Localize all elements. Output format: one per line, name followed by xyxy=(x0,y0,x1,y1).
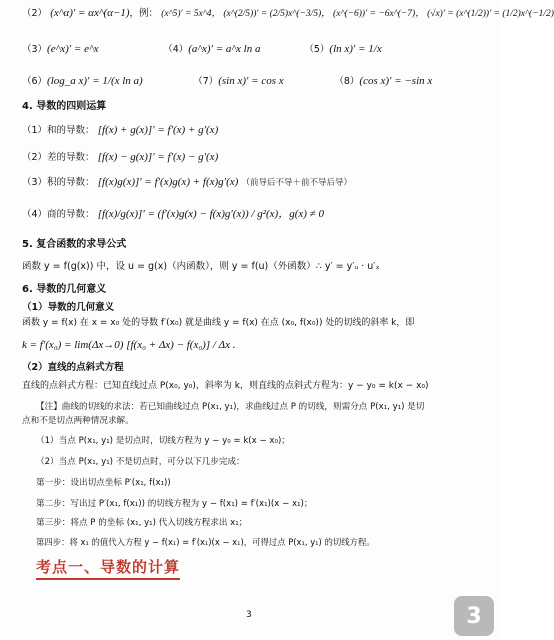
rule-label: （2） xyxy=(22,8,48,19)
rule-formula: [f(x)g(x)]′ = f′(x)g(x) + f(x)g′(x) xyxy=(97,176,239,188)
rule-label: （3）积的导数： xyxy=(22,177,95,188)
rule-note: （前导后不导＋前不导后导） xyxy=(241,178,352,188)
derivative-rules-6-8 xyxy=(22,74,450,89)
rule-formula: (sin x)′ = cos x xyxy=(218,75,284,87)
section-6-title: 6. 导数的几何意义 xyxy=(22,284,107,295)
chain-rule-text: 函数 y = f(g(x)) 中，设 u = g(x)（内函数），则 y = f(u)（外函数）∴ y′ = y′ᵤ · u′ₓ xyxy=(22,261,380,272)
step-3: 第三步：将点 P 的坐标 (x₁, y₁) 代入切线方程求出 x₁； xyxy=(36,518,248,528)
step-4: 第四步：将 x₁ 的值代入方程 y − f(x₁) = f′(x₁)(x − x₁)，可得过点 P(x₁, y₁) 的切线方程。 xyxy=(36,537,375,547)
rule-formula: (ln x)′ = 1/x xyxy=(329,43,382,55)
derivative-rule-2 xyxy=(22,6,554,21)
rule-item xyxy=(334,74,432,89)
rule-formula: (a^x)′ = a^x ln a xyxy=(188,43,261,55)
rule-formula: [f(x) + g(x)]′ = f′(x) + g′(x) xyxy=(97,124,219,136)
rule-label: （4）商的导数： xyxy=(22,209,95,220)
step-2: 第二步：写出过 P′(x₁, f(x₁)) 的切线方程为 y − f(x₁) = f′(x₁)(x − x₁)； xyxy=(36,499,313,509)
sum-rule xyxy=(22,123,218,138)
subsection-geometric-meaning: （1）导数的几何意义 xyxy=(22,302,115,313)
rule-item xyxy=(22,74,172,89)
rule-label: （2）差的导数： xyxy=(22,152,95,163)
tangent-note-line-2: 点和不是切点两种情况求解。 xyxy=(22,416,134,426)
rule-formula: [f(x) − g(x)]′ = f′(x) − g′(x) xyxy=(97,151,219,163)
rule-label: （4） xyxy=(163,44,189,55)
case-2: （2）当点 P(x₁, y₁) 不是切点时，可分以下几步完成： xyxy=(36,457,245,467)
page-number: 3 xyxy=(246,610,252,620)
rule-label: （8） xyxy=(334,76,360,87)
rule-label: （6） xyxy=(22,76,48,87)
rule-label: （3） xyxy=(22,44,48,55)
derivative-rules-3-5 xyxy=(22,42,400,57)
section-4-title: 4. 导数的四则运算 xyxy=(22,101,107,112)
rule-label: （1）和的导数： xyxy=(22,125,95,136)
rule-formula: (x^α)′ = αx^(α−1) xyxy=(50,7,130,19)
difference-rule xyxy=(22,150,218,165)
rule-formula: (log_a x)′ = 1/(x ln a) xyxy=(47,75,143,87)
rule-item xyxy=(304,42,381,57)
rule-formula: (cos x)′ = −sin x xyxy=(359,75,433,87)
exam-point-heading: 考点一、导数的计算 xyxy=(36,556,180,580)
rule-label: （5） xyxy=(304,44,330,55)
example-label: ，例： xyxy=(129,8,159,19)
rule-examples: (x^5)′ = 5x^4， (x^(2/5))′ = (2/5)x^(−3/5)， (x^(−6))′ = −6x^(−7)， (√x)′ = (x^(1/2))′ = (1/2)x^(−1/2) xyxy=(161,9,554,19)
page-badge: 3 xyxy=(454,596,494,636)
geometric-meaning-text: 函数 y = f(x) 在 x = x₀ 处的导数 f′(x₀) 就是曲线 y = f(x) 在点 (x₀, f(x₀)) 处的切线的斜率 k，即 xyxy=(22,318,415,328)
section-5-title: 5. 复合函数的求导公式 xyxy=(22,239,127,250)
rule-item xyxy=(193,74,313,89)
rule-label: （7） xyxy=(193,76,219,87)
product-rule xyxy=(22,175,352,190)
quotient-rule xyxy=(22,207,324,222)
point-slope-text: 直线的点斜式方程：已知直线过点 P(x₀, y₀)，斜率为 k，则直线的点斜式方程为：y − y₀ = k(x − x₀) xyxy=(22,381,429,391)
subsection-point-slope: （2）直线的点斜式方程 xyxy=(22,362,124,373)
rule-item xyxy=(163,42,283,57)
case-1: （1）当点 P(x₁, y₁) 是切点时，切线方程为 y − y₀ = k(x − x₀)； xyxy=(36,436,290,446)
derivative-limit-definition: k = f′(x₀) = lim(Δx→0) [f(x₀ + Δx) − f(x₀)] / Δx . xyxy=(22,339,236,351)
rule-item xyxy=(22,42,142,57)
rule-formula: [f(x)/g(x)]′ = (f′(x)g(x) − f(x)g′(x)) / g²(x)，g(x) ≠ 0 xyxy=(97,208,324,220)
step-1: 第一步：设出切点坐标 P′(x₁, f(x₁)) xyxy=(36,478,171,488)
rule-formula: (e^x)′ = e^x xyxy=(47,43,99,55)
tangent-note-line-1: 【注】曲线的切线的求法：若已知曲线过点 P(x₁, y₁)，求曲线过点 P 的切线，则需分点 P(x₁, y₁) 是切 xyxy=(36,402,425,412)
